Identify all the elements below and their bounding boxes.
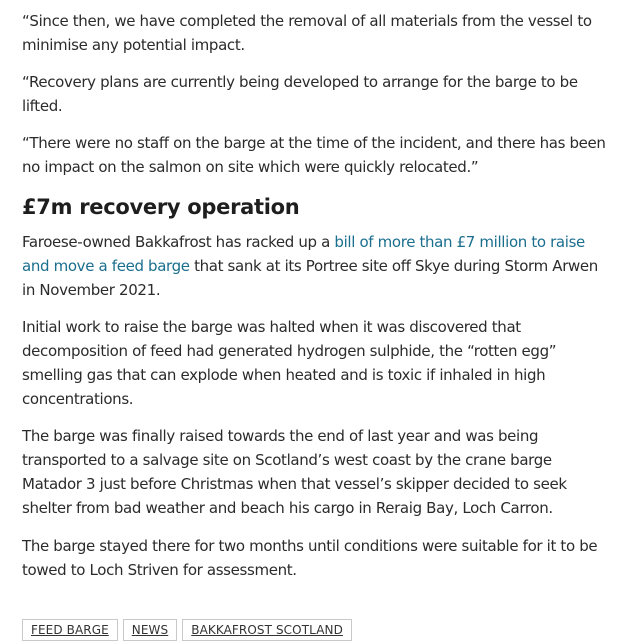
quote-paragraph-1: “Since then, we have completed the removal of all materials from the vessel to minimise any potential impact. [22,12,592,54]
tag-bakkafrost-scotland[interactable]: BAKKAFROST SCOTLAND [182,619,352,641]
paragraph-barge-stayed: The barge stayed there for two months until conditions were suitable for it to be towed to Loch Striven for assessment. [22,537,598,579]
quote-paragraph-2: “Recovery plans are currently being developed to arrange for the barge to be lifted. [22,73,578,115]
tag-news[interactable]: NEWS [123,619,177,641]
paragraph-initial-work: Initial work to raise the barge was halted when it was discovered that decomposition of feed had generated hydrogen sulphide, the “rotten egg” smelling gas that can explode when heated and is toxic if inhaled in high concentrations. [22,318,557,408]
quote-paragraph-3: “There were no staff on the barge at the time of the incident, and there has been no impact on the salmon on site which were quickly relocated.” [22,134,606,176]
tag-list [22,619,352,641]
bill-article-link[interactable]: bill of more than £7 million to raise and move a feed barge [22,233,585,275]
paragraph-bill-text-after: that sank at its Portree site off Skye during Storm Arwen in November 2021. [22,257,598,299]
paragraph-bill [22,230,612,302]
tag-feed-barge[interactable]: FEED BARGE [22,619,118,641]
section-heading: £7m recovery operation [22,195,300,219]
paragraph-bill-text-before: Faroese-owned Bakkafrost has racked up a [22,233,335,251]
paragraph-barge-raised: The barge was finally raised towards the end of last year and was being transported to a salvage site on Scotland’s west coast by the crane barge Matador 3 just before Christmas when that vessel’s skipper decided to seek shelter from bad weather and beach his cargo in Reraig Bay, Loch Carron. [22,427,567,517]
